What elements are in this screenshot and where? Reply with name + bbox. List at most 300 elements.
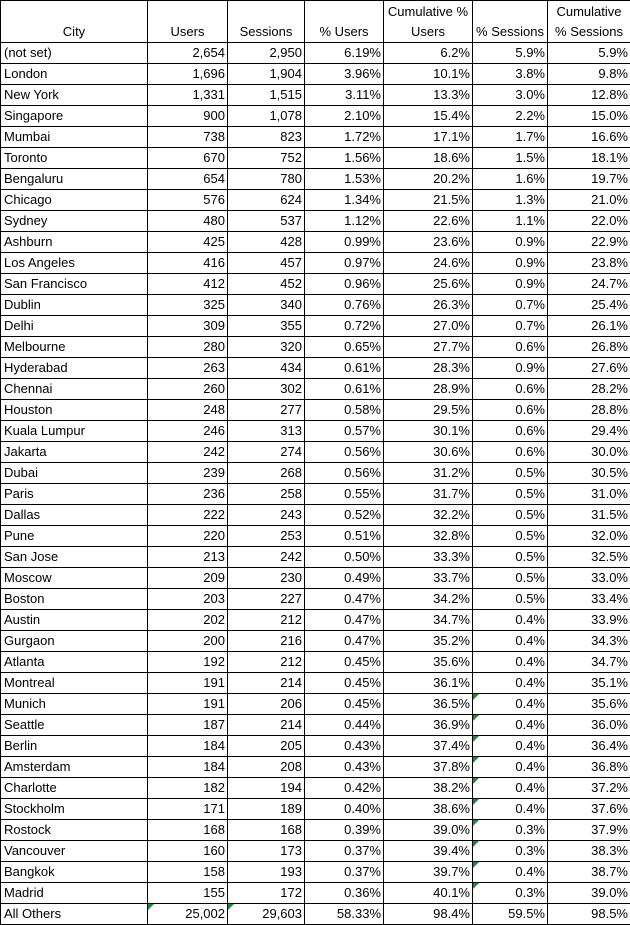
cell-users[interactable]: 309 — [148, 316, 228, 337]
cell-cumulative-pct-sessions[interactable]: 33.9% — [548, 610, 630, 631]
cell-sessions[interactable]: 206 — [228, 694, 305, 715]
cell-users[interactable]: 222 — [148, 505, 228, 526]
cell-cumulative-pct-sessions[interactable]: 34.3% — [548, 631, 630, 652]
cell-sessions[interactable]: 205 — [228, 736, 305, 757]
cell-city[interactable]: Seattle — [1, 715, 148, 736]
cell-city[interactable]: Ashburn — [1, 232, 148, 253]
cell-cumulative-pct-users[interactable]: 28.9% — [384, 379, 473, 400]
cell-pct-sessions[interactable]: 0.6% — [473, 421, 548, 442]
cell-cumulative-pct-sessions[interactable]: 19.7% — [548, 169, 630, 190]
cell-cumulative-pct-users[interactable]: 21.5% — [384, 190, 473, 211]
cell-cumulative-pct-sessions[interactable]: 32.5% — [548, 547, 630, 568]
cell-users[interactable]: 184 — [148, 736, 228, 757]
cell-city[interactable]: Paris — [1, 484, 148, 505]
cell-pct-users[interactable]: 2.10% — [305, 106, 384, 127]
cell-pct-users[interactable]: 0.56% — [305, 442, 384, 463]
cell-cumulative-pct-sessions[interactable]: 26.1% — [548, 316, 630, 337]
cell-city[interactable]: Amsterdam — [1, 757, 148, 778]
cell-users[interactable]: 248 — [148, 400, 228, 421]
cell-pct-users[interactable]: 0.96% — [305, 274, 384, 295]
cell-users[interactable]: 246 — [148, 421, 228, 442]
cell-sessions[interactable]: 313 — [228, 421, 305, 442]
cell-cumulative-pct-sessions[interactable]: 27.6% — [548, 358, 630, 379]
cell-pct-sessions[interactable]: 0.4% — [473, 736, 548, 757]
cell-pct-sessions[interactable]: 0.5% — [473, 463, 548, 484]
cell-cumulative-pct-sessions[interactable]: 25.4% — [548, 295, 630, 316]
cell-pct-sessions[interactable]: 0.4% — [473, 610, 548, 631]
cell-users[interactable]: 220 — [148, 526, 228, 547]
cell-pct-users[interactable]: 0.45% — [305, 694, 384, 715]
cell-city[interactable]: Munich — [1, 694, 148, 715]
cell-city[interactable]: Dublin — [1, 295, 148, 316]
cell-pct-users[interactable]: 0.72% — [305, 316, 384, 337]
header-pct-users[interactable]: % Users — [305, 1, 384, 43]
cell-users[interactable]: 576 — [148, 190, 228, 211]
cell-city[interactable]: London — [1, 64, 148, 85]
cell-city[interactable]: Bangkok — [1, 862, 148, 883]
cell-cumulative-pct-sessions[interactable]: 39.0% — [548, 883, 630, 904]
cell-pct-users[interactable]: 3.11% — [305, 85, 384, 106]
cell-pct-sessions[interactable]: 0.6% — [473, 379, 548, 400]
cell-pct-users[interactable]: 0.57% — [305, 421, 384, 442]
cell-pct-users[interactable]: 0.45% — [305, 652, 384, 673]
cell-city[interactable]: Melbourne — [1, 337, 148, 358]
cell-city[interactable]: Rostock — [1, 820, 148, 841]
cell-pct-users[interactable]: 0.52% — [305, 505, 384, 526]
cell-pct-users[interactable]: 1.72% — [305, 127, 384, 148]
cell-sessions[interactable]: 302 — [228, 379, 305, 400]
cell-pct-users[interactable]: 6.19% — [305, 43, 384, 64]
cell-sessions[interactable]: 274 — [228, 442, 305, 463]
cell-city[interactable]: Montreal — [1, 673, 148, 694]
cell-users[interactable]: 155 — [148, 883, 228, 904]
cell-pct-users[interactable]: 0.99% — [305, 232, 384, 253]
cell-city[interactable]: San Jose — [1, 547, 148, 568]
cell-cumulative-pct-users[interactable]: 20.2% — [384, 169, 473, 190]
cell-sessions[interactable]: 2,950 — [228, 43, 305, 64]
cell-users[interactable]: 187 — [148, 715, 228, 736]
cell-cumulative-pct-users[interactable]: 27.7% — [384, 337, 473, 358]
cell-pct-sessions[interactable]: 0.5% — [473, 505, 548, 526]
cell-users[interactable]: 242 — [148, 442, 228, 463]
cell-sessions[interactable]: 168 — [228, 820, 305, 841]
cell-pct-users[interactable]: 0.43% — [305, 757, 384, 778]
cell-cumulative-pct-sessions[interactable]: 28.2% — [548, 379, 630, 400]
cell-cumulative-pct-users[interactable]: 31.7% — [384, 484, 473, 505]
cell-users[interactable]: 900 — [148, 106, 228, 127]
cell-cumulative-pct-users[interactable]: 40.1% — [384, 883, 473, 904]
cell-city[interactable]: New York — [1, 85, 148, 106]
cell-users[interactable]: 416 — [148, 253, 228, 274]
header-city[interactable]: City — [1, 1, 148, 43]
cell-pct-sessions[interactable]: 3.8% — [473, 64, 548, 85]
cell-cumulative-pct-users[interactable]: 36.1% — [384, 673, 473, 694]
cell-sessions[interactable]: 29,603 — [228, 904, 305, 925]
cell-city[interactable]: Toronto — [1, 148, 148, 169]
cell-pct-users[interactable]: 0.97% — [305, 253, 384, 274]
cell-pct-users[interactable]: 3.96% — [305, 64, 384, 85]
cell-city[interactable]: Houston — [1, 400, 148, 421]
cell-city[interactable]: Atlanta — [1, 652, 148, 673]
cell-city[interactable]: Madrid — [1, 883, 148, 904]
cell-pct-sessions[interactable]: 0.6% — [473, 400, 548, 421]
cell-pct-users[interactable]: 0.47% — [305, 631, 384, 652]
cell-users[interactable]: 280 — [148, 337, 228, 358]
cell-cumulative-pct-sessions[interactable]: 26.8% — [548, 337, 630, 358]
cell-pct-sessions[interactable]: 1.3% — [473, 190, 548, 211]
cell-sessions[interactable]: 212 — [228, 610, 305, 631]
cell-cumulative-pct-sessions[interactable]: 9.8% — [548, 64, 630, 85]
cell-sessions[interactable]: 214 — [228, 673, 305, 694]
cell-cumulative-pct-users[interactable]: 35.2% — [384, 631, 473, 652]
cell-pct-users[interactable]: 0.58% — [305, 400, 384, 421]
cell-city[interactable]: Jakarta — [1, 442, 148, 463]
cell-pct-users[interactable]: 0.47% — [305, 589, 384, 610]
cell-sessions[interactable]: 208 — [228, 757, 305, 778]
cell-pct-users[interactable]: 0.36% — [305, 883, 384, 904]
cell-city[interactable]: Dubai — [1, 463, 148, 484]
cell-sessions[interactable]: 452 — [228, 274, 305, 295]
cell-users[interactable]: 160 — [148, 841, 228, 862]
cell-cumulative-pct-users[interactable]: 26.3% — [384, 295, 473, 316]
cell-pct-sessions[interactable]: 1.7% — [473, 127, 548, 148]
cell-cumulative-pct-users[interactable]: 6.2% — [384, 43, 473, 64]
cell-pct-sessions[interactable]: 0.3% — [473, 841, 548, 862]
cell-pct-sessions[interactable]: 0.3% — [473, 820, 548, 841]
cell-cumulative-pct-sessions[interactable]: 29.4% — [548, 421, 630, 442]
cell-city[interactable]: (not set) — [1, 43, 148, 64]
cell-sessions[interactable]: 624 — [228, 190, 305, 211]
cell-pct-sessions[interactable]: 0.9% — [473, 232, 548, 253]
cell-pct-users[interactable]: 0.47% — [305, 610, 384, 631]
cell-users[interactable]: 2,654 — [148, 43, 228, 64]
cell-pct-users[interactable]: 0.56% — [305, 463, 384, 484]
cell-sessions[interactable]: 227 — [228, 589, 305, 610]
cell-sessions[interactable]: 457 — [228, 253, 305, 274]
cell-sessions[interactable]: 216 — [228, 631, 305, 652]
cell-cumulative-pct-users[interactable]: 22.6% — [384, 211, 473, 232]
cell-sessions[interactable]: 277 — [228, 400, 305, 421]
cell-pct-sessions[interactable]: 5.9% — [473, 43, 548, 64]
cell-city[interactable]: All Others — [1, 904, 148, 925]
cell-cumulative-pct-users[interactable]: 34.7% — [384, 610, 473, 631]
cell-cumulative-pct-sessions[interactable]: 18.1% — [548, 148, 630, 169]
cell-cumulative-pct-users[interactable]: 30.6% — [384, 442, 473, 463]
cell-users[interactable]: 203 — [148, 589, 228, 610]
cell-sessions[interactable]: 823 — [228, 127, 305, 148]
cell-cumulative-pct-users[interactable]: 28.3% — [384, 358, 473, 379]
cell-sessions[interactable]: 340 — [228, 295, 305, 316]
cell-cumulative-pct-users[interactable]: 31.2% — [384, 463, 473, 484]
cell-users[interactable]: 239 — [148, 463, 228, 484]
cell-sessions[interactable]: 355 — [228, 316, 305, 337]
cell-pct-users[interactable]: 1.53% — [305, 169, 384, 190]
cell-cumulative-pct-sessions[interactable]: 98.5% — [548, 904, 630, 925]
cell-cumulative-pct-users[interactable]: 30.1% — [384, 421, 473, 442]
cell-cumulative-pct-users[interactable]: 29.5% — [384, 400, 473, 421]
cell-pct-sessions[interactable]: 1.1% — [473, 211, 548, 232]
cell-cumulative-pct-sessions[interactable]: 23.8% — [548, 253, 630, 274]
cell-cumulative-pct-sessions[interactable]: 22.9% — [548, 232, 630, 253]
cell-pct-sessions[interactable]: 0.4% — [473, 694, 548, 715]
cell-pct-users[interactable]: 0.37% — [305, 862, 384, 883]
cell-pct-sessions[interactable]: 0.4% — [473, 799, 548, 820]
cell-cumulative-pct-sessions[interactable]: 37.6% — [548, 799, 630, 820]
cell-sessions[interactable]: 243 — [228, 505, 305, 526]
cell-pct-sessions[interactable]: 0.4% — [473, 631, 548, 652]
cell-cumulative-pct-users[interactable]: 39.0% — [384, 820, 473, 841]
cell-cumulative-pct-users[interactable]: 36.9% — [384, 715, 473, 736]
cell-pct-users[interactable]: 0.45% — [305, 673, 384, 694]
cell-users[interactable]: 480 — [148, 211, 228, 232]
cell-users[interactable]: 1,331 — [148, 85, 228, 106]
cell-cumulative-pct-users[interactable]: 32.8% — [384, 526, 473, 547]
cell-sessions[interactable]: 172 — [228, 883, 305, 904]
cell-cumulative-pct-sessions[interactable]: 31.5% — [548, 505, 630, 526]
cell-city[interactable]: Austin — [1, 610, 148, 631]
cell-pct-users[interactable]: 1.56% — [305, 148, 384, 169]
cell-users[interactable]: 171 — [148, 799, 228, 820]
cell-cumulative-pct-sessions[interactable]: 30.0% — [548, 442, 630, 463]
cell-cumulative-pct-users[interactable]: 35.6% — [384, 652, 473, 673]
cell-pct-sessions[interactable]: 3.0% — [473, 85, 548, 106]
cell-sessions[interactable]: 1,515 — [228, 85, 305, 106]
cell-cumulative-pct-users[interactable]: 27.0% — [384, 316, 473, 337]
cell-cumulative-pct-users[interactable]: 23.6% — [384, 232, 473, 253]
cell-cumulative-pct-users[interactable]: 32.2% — [384, 505, 473, 526]
cell-city[interactable]: Los Angeles — [1, 253, 148, 274]
cell-users[interactable]: 192 — [148, 652, 228, 673]
cell-pct-users[interactable]: 1.12% — [305, 211, 384, 232]
cell-city[interactable]: Delhi — [1, 316, 148, 337]
cell-sessions[interactable]: 258 — [228, 484, 305, 505]
cell-cumulative-pct-sessions[interactable]: 24.7% — [548, 274, 630, 295]
cell-city[interactable]: Pune — [1, 526, 148, 547]
cell-pct-sessions[interactable]: 0.4% — [473, 673, 548, 694]
cell-cumulative-pct-users[interactable]: 24.6% — [384, 253, 473, 274]
cell-cumulative-pct-sessions[interactable]: 30.5% — [548, 463, 630, 484]
cell-cumulative-pct-users[interactable]: 13.3% — [384, 85, 473, 106]
cell-cumulative-pct-sessions[interactable]: 36.4% — [548, 736, 630, 757]
cell-users[interactable]: 202 — [148, 610, 228, 631]
cell-city[interactable]: Hyderabad — [1, 358, 148, 379]
cell-pct-users[interactable]: 0.49% — [305, 568, 384, 589]
cell-sessions[interactable]: 194 — [228, 778, 305, 799]
cell-pct-sessions[interactable]: 0.5% — [473, 484, 548, 505]
header-users[interactable]: Users — [148, 1, 228, 43]
cell-pct-sessions[interactable]: 0.5% — [473, 568, 548, 589]
cell-users[interactable]: 213 — [148, 547, 228, 568]
cell-pct-sessions[interactable]: 0.5% — [473, 526, 548, 547]
cell-cumulative-pct-sessions[interactable]: 22.0% — [548, 211, 630, 232]
header-cumulative-pct-users[interactable]: Cumulative % Users — [384, 1, 473, 43]
cell-users[interactable]: 168 — [148, 820, 228, 841]
cell-pct-users[interactable]: 0.51% — [305, 526, 384, 547]
cell-pct-users[interactable]: 0.43% — [305, 736, 384, 757]
cell-cumulative-pct-users[interactable]: 10.1% — [384, 64, 473, 85]
cell-cumulative-pct-sessions[interactable]: 38.3% — [548, 841, 630, 862]
cell-cumulative-pct-sessions[interactable]: 21.0% — [548, 190, 630, 211]
cell-cumulative-pct-users[interactable]: 37.8% — [384, 757, 473, 778]
cell-cumulative-pct-users[interactable]: 33.7% — [384, 568, 473, 589]
cell-city[interactable]: Dallas — [1, 505, 148, 526]
cell-pct-users[interactable]: 0.44% — [305, 715, 384, 736]
cell-city[interactable]: Boston — [1, 589, 148, 610]
cell-sessions[interactable]: 434 — [228, 358, 305, 379]
cell-cumulative-pct-users[interactable]: 25.6% — [384, 274, 473, 295]
cell-users[interactable]: 738 — [148, 127, 228, 148]
cell-sessions[interactable]: 193 — [228, 862, 305, 883]
cell-cumulative-pct-users[interactable]: 18.6% — [384, 148, 473, 169]
cell-pct-users[interactable]: 0.40% — [305, 799, 384, 820]
cell-sessions[interactable]: 537 — [228, 211, 305, 232]
cell-pct-sessions[interactable]: 0.7% — [473, 295, 548, 316]
cell-sessions[interactable]: 242 — [228, 547, 305, 568]
cell-pct-sessions[interactable]: 0.5% — [473, 547, 548, 568]
cell-city[interactable]: Gurgaon — [1, 631, 148, 652]
cell-pct-users[interactable]: 0.55% — [305, 484, 384, 505]
cell-city[interactable]: Chicago — [1, 190, 148, 211]
cell-pct-sessions[interactable]: 0.6% — [473, 337, 548, 358]
cell-city[interactable]: Stockholm — [1, 799, 148, 820]
cell-pct-sessions[interactable]: 0.4% — [473, 757, 548, 778]
cell-city[interactable]: Moscow — [1, 568, 148, 589]
cell-cumulative-pct-sessions[interactable]: 37.9% — [548, 820, 630, 841]
cell-users[interactable]: 191 — [148, 694, 228, 715]
cell-users[interactable]: 25,002 — [148, 904, 228, 925]
cell-pct-sessions[interactable]: 0.4% — [473, 652, 548, 673]
cell-pct-users[interactable]: 0.61% — [305, 358, 384, 379]
cell-pct-sessions[interactable]: 0.5% — [473, 589, 548, 610]
cell-cumulative-pct-sessions[interactable]: 15.0% — [548, 106, 630, 127]
cell-sessions[interactable]: 1,904 — [228, 64, 305, 85]
cell-cumulative-pct-sessions[interactable]: 34.7% — [548, 652, 630, 673]
cell-pct-users[interactable]: 0.50% — [305, 547, 384, 568]
cell-city[interactable]: Kuala Lumpur — [1, 421, 148, 442]
cell-cumulative-pct-users[interactable]: 38.2% — [384, 778, 473, 799]
cell-pct-sessions[interactable]: 0.4% — [473, 778, 548, 799]
cell-users[interactable]: 260 — [148, 379, 228, 400]
header-cumulative-pct-sessions[interactable]: Cumulative % Sessions — [548, 1, 630, 43]
cell-cumulative-pct-sessions[interactable]: 38.7% — [548, 862, 630, 883]
cell-cumulative-pct-sessions[interactable]: 5.9% — [548, 43, 630, 64]
cell-cumulative-pct-sessions[interactable]: 37.2% — [548, 778, 630, 799]
cell-pct-sessions[interactable]: 1.5% — [473, 148, 548, 169]
cell-sessions[interactable]: 253 — [228, 526, 305, 547]
cell-users[interactable]: 412 — [148, 274, 228, 295]
cell-users[interactable]: 191 — [148, 673, 228, 694]
cell-pct-sessions[interactable]: 0.9% — [473, 253, 548, 274]
cell-users[interactable]: 200 — [148, 631, 228, 652]
cell-pct-sessions[interactable]: 59.5% — [473, 904, 548, 925]
cell-city[interactable]: Chennai — [1, 379, 148, 400]
cell-pct-sessions[interactable]: 0.4% — [473, 715, 548, 736]
cell-pct-sessions[interactable]: 0.9% — [473, 274, 548, 295]
cell-sessions[interactable]: 214 — [228, 715, 305, 736]
cell-cumulative-pct-users[interactable]: 98.4% — [384, 904, 473, 925]
cell-cumulative-pct-users[interactable]: 36.5% — [384, 694, 473, 715]
cell-pct-users[interactable]: 58.33% — [305, 904, 384, 925]
cell-pct-sessions[interactable]: 0.4% — [473, 862, 548, 883]
cell-users[interactable]: 158 — [148, 862, 228, 883]
cell-users[interactable]: 325 — [148, 295, 228, 316]
cell-pct-sessions[interactable]: 0.7% — [473, 316, 548, 337]
cell-pct-sessions[interactable]: 0.9% — [473, 358, 548, 379]
cell-cumulative-pct-users[interactable]: 37.4% — [384, 736, 473, 757]
cell-cumulative-pct-users[interactable]: 39.4% — [384, 841, 473, 862]
cell-sessions[interactable]: 780 — [228, 169, 305, 190]
cell-sessions[interactable]: 268 — [228, 463, 305, 484]
header-sessions[interactable]: Sessions — [228, 1, 305, 43]
cell-pct-users[interactable]: 0.42% — [305, 778, 384, 799]
cell-cumulative-pct-sessions[interactable]: 33.0% — [548, 568, 630, 589]
cell-users[interactable]: 654 — [148, 169, 228, 190]
cell-cumulative-pct-sessions[interactable]: 36.0% — [548, 715, 630, 736]
cell-pct-users[interactable]: 1.34% — [305, 190, 384, 211]
cell-users[interactable]: 263 — [148, 358, 228, 379]
cell-sessions[interactable]: 752 — [228, 148, 305, 169]
cell-cumulative-pct-users[interactable]: 38.6% — [384, 799, 473, 820]
cell-city[interactable]: Bengaluru — [1, 169, 148, 190]
cell-city[interactable]: Sydney — [1, 211, 148, 232]
cell-city[interactable]: Charlotte — [1, 778, 148, 799]
cell-sessions[interactable]: 428 — [228, 232, 305, 253]
cell-cumulative-pct-users[interactable]: 15.4% — [384, 106, 473, 127]
cell-pct-sessions[interactable]: 0.6% — [473, 442, 548, 463]
cell-pct-users[interactable]: 0.39% — [305, 820, 384, 841]
cell-users[interactable]: 184 — [148, 757, 228, 778]
cell-cumulative-pct-sessions[interactable]: 12.8% — [548, 85, 630, 106]
cell-city[interactable]: Vancouver — [1, 841, 148, 862]
cell-pct-users[interactable]: 0.65% — [305, 337, 384, 358]
cell-city[interactable]: Berlin — [1, 736, 148, 757]
cell-pct-sessions[interactable]: 1.6% — [473, 169, 548, 190]
cell-cumulative-pct-sessions[interactable]: 32.0% — [548, 526, 630, 547]
cell-sessions[interactable]: 320 — [228, 337, 305, 358]
cell-sessions[interactable]: 173 — [228, 841, 305, 862]
cell-city[interactable]: Mumbai — [1, 127, 148, 148]
cell-cumulative-pct-sessions[interactable]: 16.6% — [548, 127, 630, 148]
cell-city[interactable]: Singapore — [1, 106, 148, 127]
cell-users[interactable]: 1,696 — [148, 64, 228, 85]
cell-sessions[interactable]: 1,078 — [228, 106, 305, 127]
cell-cumulative-pct-sessions[interactable]: 28.8% — [548, 400, 630, 421]
cell-cumulative-pct-users[interactable]: 17.1% — [384, 127, 473, 148]
cell-sessions[interactable]: 212 — [228, 652, 305, 673]
cell-users[interactable]: 670 — [148, 148, 228, 169]
cell-pct-users[interactable]: 0.61% — [305, 379, 384, 400]
cell-cumulative-pct-sessions[interactable]: 31.0% — [548, 484, 630, 505]
cell-cumulative-pct-sessions[interactable]: 35.6% — [548, 694, 630, 715]
cell-cumulative-pct-users[interactable]: 34.2% — [384, 589, 473, 610]
cell-cumulative-pct-sessions[interactable]: 33.4% — [548, 589, 630, 610]
cell-cumulative-pct-users[interactable]: 39.7% — [384, 862, 473, 883]
cell-users[interactable]: 182 — [148, 778, 228, 799]
cell-sessions[interactable]: 230 — [228, 568, 305, 589]
cell-users[interactable]: 236 — [148, 484, 228, 505]
cell-cumulative-pct-users[interactable]: 33.3% — [384, 547, 473, 568]
cell-pct-users[interactable]: 0.37% — [305, 841, 384, 862]
cell-city[interactable]: San Francisco — [1, 274, 148, 295]
cell-sessions[interactable]: 189 — [228, 799, 305, 820]
cell-cumulative-pct-sessions[interactable]: 35.1% — [548, 673, 630, 694]
cell-users[interactable]: 209 — [148, 568, 228, 589]
cell-pct-sessions[interactable]: 0.3% — [473, 883, 548, 904]
cell-cumulative-pct-sessions[interactable]: 36.8% — [548, 757, 630, 778]
cell-pct-sessions[interactable]: 2.2% — [473, 106, 548, 127]
cell-users[interactable]: 425 — [148, 232, 228, 253]
header-pct-sessions[interactable]: % Sessions — [473, 1, 548, 43]
